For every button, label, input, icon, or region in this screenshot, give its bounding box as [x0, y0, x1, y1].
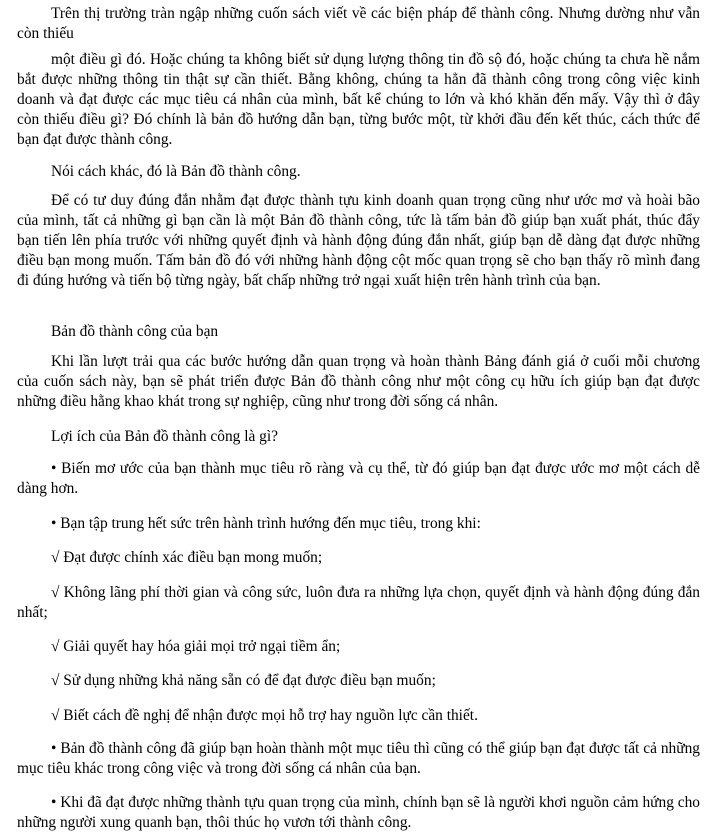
check-item: √ Biết cách đề nghị để nhận được mọi hỗ trợ hay nguồn lực cần thiết.: [51, 707, 478, 724]
paragraph-continuation: một điều gì đó. Hoặc chúng ta không biết sử dụng lượng thông tin đồ sộ đó, hoặc chúng ta chưa hề nắm bắt được những thông tin thật sự cần thiết. Bằng không, chúng ta hẳn đã thành công trong công việc kinh doanh và đạt được các mục tiêu cá nhân của mình, bất kể chúng to lớn và khó khăn đến mấy. Vậy thì ở đây còn thiếu điều gì? Đó chính là bản đồ hướng dẫn bạn, từng bước một, từ khởi đầu đến kết thúc, cách thức để bạn đạt được thành công.: [17, 51, 700, 148]
bullet-item: • Bản đồ thành công đã giúp bạn hoàn thành một mục tiêu thì cũng có thể giúp bạn đạt được tất cả những mục tiêu khác trong công việc và trong đời sống cá nhân của bạn.: [17, 740, 700, 777]
bullet-item: • Bạn tập trung hết sức trên hành trình hướng đến mục tiêu, trong khi:: [51, 515, 481, 532]
check-item: √ Không lãng phí thời gian và công sức, luôn đưa ra những lựa chọn, quyết định và hành động đúng đắn nhất;: [17, 584, 700, 621]
check-item: √ Giải quyết hay hóa giải mọi trở ngại tiềm ẩn;: [51, 638, 341, 655]
paragraph-mindset: Để có tư duy đúng đắn nhằm đạt được thành tựu kinh doanh quan trọng cũng như ước mơ và hoài bão của mình, tất cả những gì bạn cần là một Bản đồ thành công, tức là tấm bản đồ giúp bạn xuất phát, thúc đẩy bạn tiến lên phía trước với những quyết định và hành động đúng đắn nhất, giúp bạn dễ dàng đạt được những điều bạn mong muốn. Tấm bản đồ đó với những hành động cột mốc quan trọng sẽ cho bạn thấy rõ mình đang đi đúng hướng và tiến bộ từng ngày, bất chấp những trở ngại xuất hiện trên hành trình của bạn.: [17, 192, 700, 289]
paragraph-map-definition: Nói cách khác, đó là Bản đồ thành công.: [51, 163, 301, 180]
paragraph-intro: Trên thị trường tràn ngập những cuốn sách viết về các biện pháp để thành công. Nhưng dường như vẫn còn thiếu: [17, 5, 700, 42]
check-item: √ Sử dụng những khả năng sẵn có để đạt được điều bạn muốn;: [51, 672, 436, 689]
bullet-item: • Biến mơ ước của bạn thành mục tiêu rõ ràng và cụ thể, từ đó giúp bạn đạt được ước mơ một cách dễ dàng hơn.: [17, 460, 700, 497]
bullet-item: • Khi đã đạt được những thành tựu quan trọng của mình, chính bạn sẽ là người khơi nguồn cảm hứng cho những người xung quanh bạn, thôi thúc họ vươn tới thành công.: [17, 794, 700, 831]
paragraph-guidance: Khi lần lượt trải qua các bước hướng dẫn quan trọng và hoàn thành Bảng đánh giá ở cuối mỗi chương của cuốn sách này, bạn sẽ phát triển được Bản đồ thành công như một công cụ hữu ích giúp bạn đạt được những điều hằng khao khát trong sự nghiệp, cũng như trong đời sống cá nhân.: [17, 353, 700, 410]
section-heading-benefits: Lợi ích của Bản đồ thành công là gì?: [51, 428, 278, 445]
section-heading-your-map: Bản đồ thành công của bạn: [51, 323, 219, 340]
check-item: √ Đạt được chính xác điều bạn mong muốn;: [51, 549, 323, 566]
